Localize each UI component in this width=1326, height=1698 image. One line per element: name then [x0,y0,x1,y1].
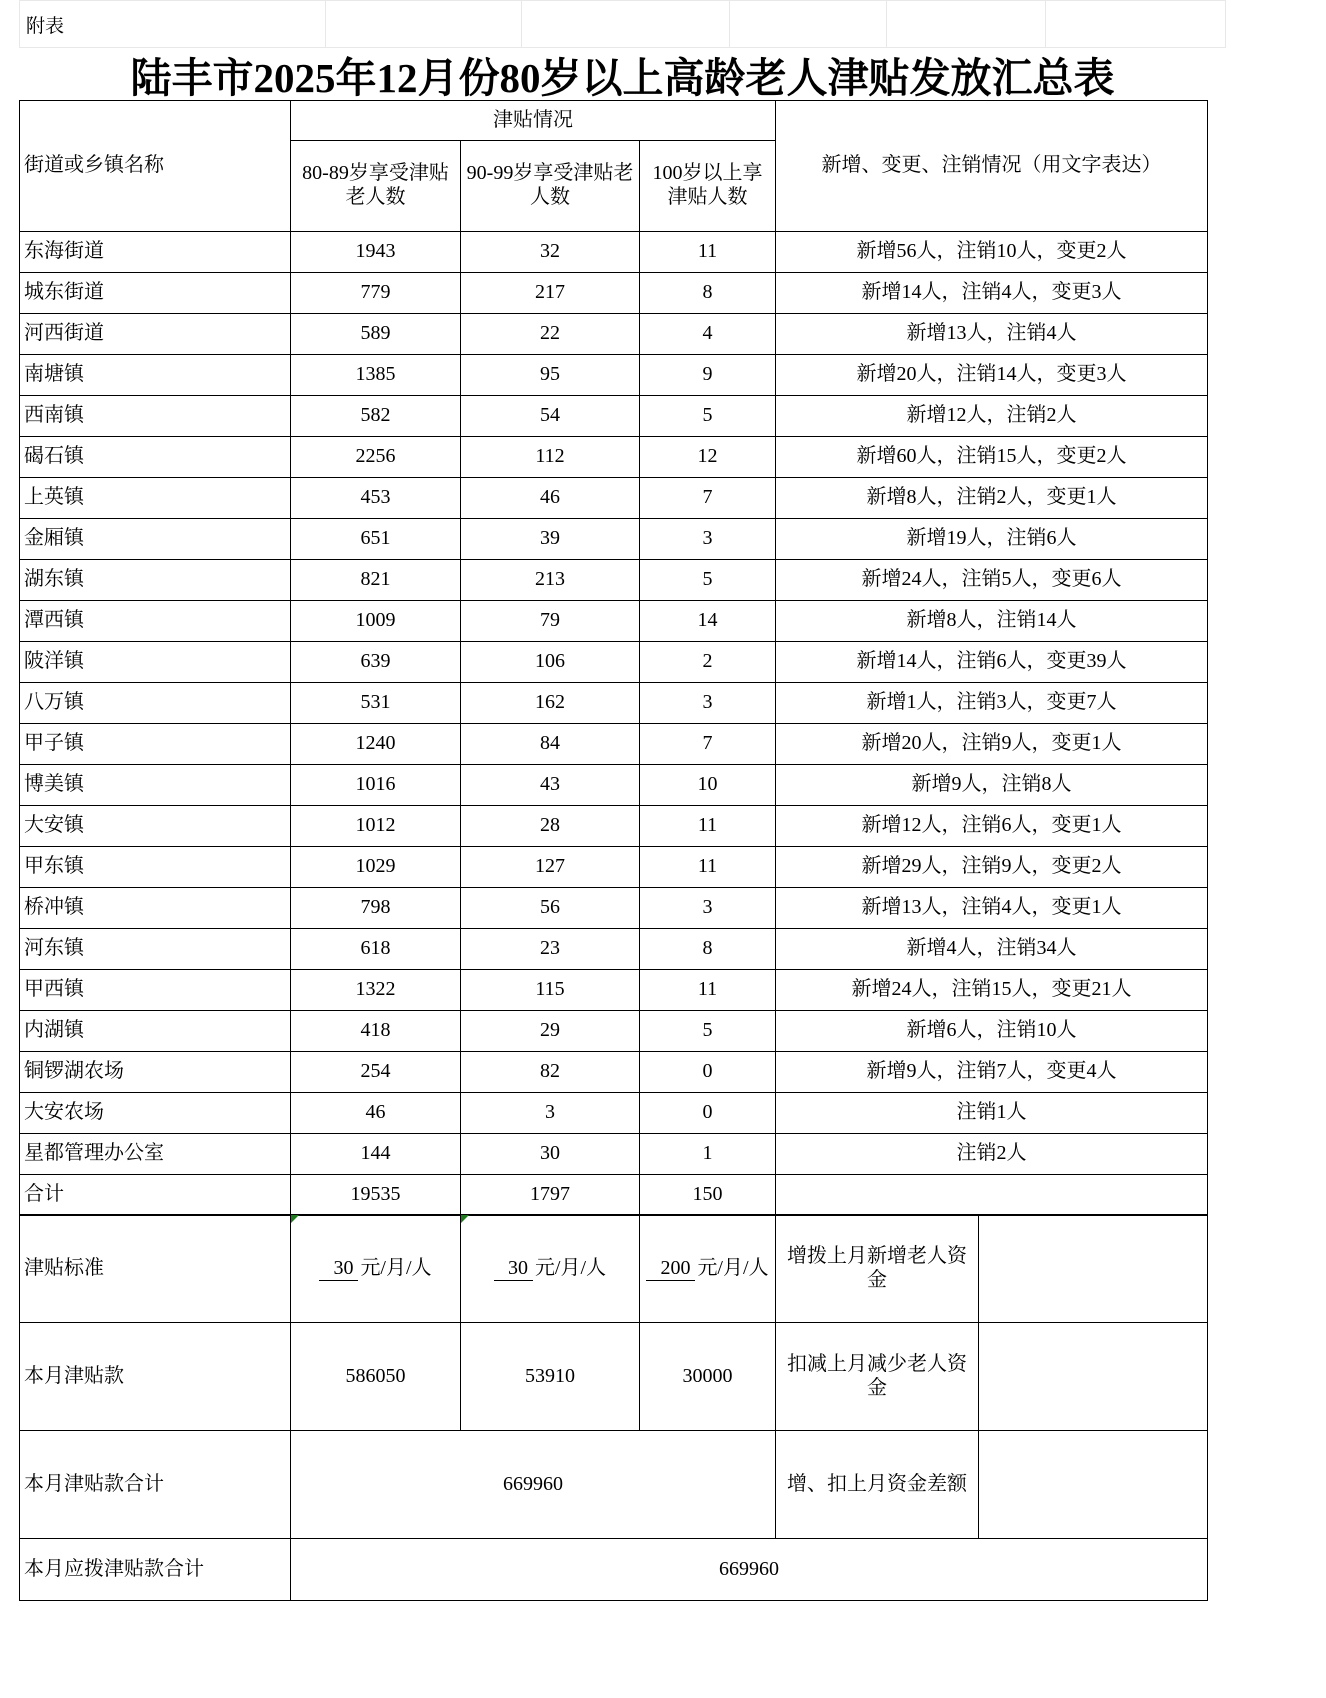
row-count-90-99: 112 [461,437,640,478]
row-count-90-99: 32 [461,232,640,273]
row-grand-total [20,1539,1208,1601]
row-count-80-89: 1385 [291,355,461,396]
row-region-name: 潭西镇 [20,601,291,642]
row-region-name: 陂洋镇 [20,642,291,683]
row-count-100plus: 3 [640,888,776,929]
row-count-90-99: 162 [461,683,640,724]
row-region-name: 桥冲镇 [20,888,291,929]
row-region-name: 甲东镇 [20,847,291,888]
table-row [20,724,1208,765]
row-count-100plus: 11 [640,847,776,888]
row-count-100plus: 7 [640,724,776,765]
row-count-90-99: 95 [461,355,640,396]
table-row [20,1052,1208,1093]
row-region-name: 城东街道 [20,273,291,314]
row-count-80-89: 1322 [291,970,461,1011]
row-count-80-89: 1009 [291,601,461,642]
strip-cell-5 [887,1,1046,48]
row-note: 新增14人，注销6人，变更39人 [776,642,1208,683]
table-row [20,847,1208,888]
header-notes: 新增、变更、注销情况（用文字表达） [776,101,1208,232]
side-value-difference [979,1431,1208,1539]
table-row [20,314,1208,355]
table-row [20,478,1208,519]
table-row [20,232,1208,273]
subsidy-standard-90-99 [461,1215,640,1323]
side-label-deduct-last-month: 扣减上月减少老人资金 [776,1323,979,1431]
total-label: 合计 [20,1175,291,1216]
table-row [20,1093,1208,1134]
row-note: 新增8人，注销2人，变更1人 [776,478,1208,519]
row-count-90-99: 23 [461,929,640,970]
row-count-100plus: 3 [640,519,776,560]
row-count-100plus: 0 [640,1093,776,1134]
row-note: 新增13人，注销4人，变更1人 [776,888,1208,929]
month-payment-80-89: 586050 [291,1323,461,1431]
row-count-100plus: 11 [640,806,776,847]
row-note: 新增24人，注销15人，变更21人 [776,970,1208,1011]
row-count-80-89: 618 [291,929,461,970]
row-count-100plus: 0 [640,1052,776,1093]
row-note: 注销1人 [776,1093,1208,1134]
table-header-row-1 [20,101,1208,141]
row-count-100plus: 7 [640,478,776,519]
row-note: 新增14人，注销4人，变更3人 [776,273,1208,314]
strip-row [20,1,1226,48]
side-value-add-last-month [979,1215,1208,1323]
table-row [20,355,1208,396]
row-region-name: 南塘镇 [20,355,291,396]
row-note: 新增20人，注销14人，变更3人 [776,355,1208,396]
table-row [20,806,1208,847]
row-region-name: 金厢镇 [20,519,291,560]
row-count-80-89: 46 [291,1093,461,1134]
row-region-name: 博美镇 [20,765,291,806]
table-row [20,560,1208,601]
attachment-label-strip [19,0,1226,48]
row-count-80-89: 1016 [291,765,461,806]
table-row [20,970,1208,1011]
table-row [20,273,1208,314]
table-row [20,929,1208,970]
title-band [19,48,1226,100]
standard-amount-80-89: 30 [319,1257,358,1282]
header-region-name: 街道或乡镇名称 [20,101,291,232]
total-90-99: 1797 [461,1175,640,1216]
row-count-100plus: 4 [640,314,776,355]
row-note: 新增60人，注销15人，变更2人 [776,437,1208,478]
month-total-value: 669960 [291,1431,776,1539]
row-count-90-99: 29 [461,1011,640,1052]
strip-cell-3 [522,1,730,48]
row-region-name: 河西街道 [20,314,291,355]
row-count-90-99: 84 [461,724,640,765]
row-count-100plus: 5 [640,1011,776,1052]
page-title: 陆丰市2025年12月份80岁以上高龄老人津贴发放汇总表 [130,54,1115,101]
row-region-name: 东海街道 [20,232,291,273]
row-count-80-89: 1012 [291,806,461,847]
table-row [20,519,1208,560]
row-region-name: 铜锣湖农场 [20,1052,291,1093]
row-count-100plus: 8 [640,929,776,970]
row-count-90-99: 43 [461,765,640,806]
row-count-100plus: 5 [640,560,776,601]
row-count-80-89: 779 [291,273,461,314]
subsidy-standard-100plus [640,1215,776,1323]
row-region-name: 内湖镇 [20,1011,291,1052]
strip-cell-6 [1046,1,1226,48]
total-80-89: 19535 [291,1175,461,1216]
subsidy-standard-label: 津贴标准 [20,1215,291,1323]
row-region-name: 上英镇 [20,478,291,519]
row-region-name: 大安农场 [20,1093,291,1134]
table-row [20,396,1208,437]
row-count-80-89: 418 [291,1011,461,1052]
row-note: 新增20人，注销9人，变更1人 [776,724,1208,765]
table-row [20,683,1208,724]
table-row [20,437,1208,478]
row-count-90-99: 39 [461,519,640,560]
total-100plus: 150 [640,1175,776,1216]
standard-amount-90-99: 30 [494,1257,533,1282]
subsidy-standard-80-89 [291,1215,461,1323]
row-count-80-89: 144 [291,1134,461,1175]
standard-unit-100plus: 元/月/人 [697,1256,769,1279]
row-region-name: 河东镇 [20,929,291,970]
subsidy-summary-table [19,100,1208,1216]
row-note: 新增29人，注销9人，变更2人 [776,847,1208,888]
row-count-90-99: 213 [461,560,640,601]
table-row [20,642,1208,683]
row-count-100plus: 10 [640,765,776,806]
attachment-label-cell: 附表 [20,1,326,48]
row-count-90-99: 79 [461,601,640,642]
row-region-name: 碣石镇 [20,437,291,478]
row-note: 新增56人，注销10人，变更2人 [776,232,1208,273]
row-count-100plus: 8 [640,273,776,314]
row-count-100plus: 14 [640,601,776,642]
row-count-80-89: 1029 [291,847,461,888]
header-group-subsidy: 津贴情况 [291,101,776,141]
row-note: 新增19人，注销6人 [776,519,1208,560]
row-region-name: 大安镇 [20,806,291,847]
row-note: 新增9人，注销7人，变更4人 [776,1052,1208,1093]
total-note [776,1175,1208,1216]
row-note: 新增6人，注销10人 [776,1011,1208,1052]
strip-cell-4 [730,1,887,48]
row-note: 新增12人，注销2人 [776,396,1208,437]
row-count-80-89: 531 [291,683,461,724]
row-count-90-99: 106 [461,642,640,683]
row-count-80-89: 582 [291,396,461,437]
standard-unit-90-99: 元/月/人 [534,1256,607,1279]
subsidy-standard-table [19,1214,1208,1601]
table-body [20,232,1208,1175]
month-payment-label: 本月津贴款 [20,1323,291,1431]
header-col-90-99: 90-99岁享受津贴老人数 [461,141,640,232]
table-row [20,888,1208,929]
row-month-payment [20,1323,1208,1431]
row-subsidy-standard [20,1215,1208,1323]
grand-total-value: 669960 [291,1539,1208,1601]
standard-amount-100plus: 200 [646,1257,695,1282]
strip-cell-2 [326,1,522,48]
row-count-90-99: 82 [461,1052,640,1093]
row-note: 注销2人 [776,1134,1208,1175]
header-col-100plus: 100岁以上享津贴人数 [640,141,776,232]
row-region-name: 西南镇 [20,396,291,437]
row-region-name: 湖东镇 [20,560,291,601]
side-value-deduct-last-month [979,1323,1208,1431]
row-count-90-99: 30 [461,1134,640,1175]
table-row [20,1134,1208,1175]
row-region-name: 甲子镇 [20,724,291,765]
row-note: 新增8人，注销14人 [776,601,1208,642]
row-count-80-89: 453 [291,478,461,519]
row-count-100plus: 5 [640,396,776,437]
month-payment-90-99: 53910 [461,1323,640,1431]
row-note: 新增1人，注销3人，变更7人 [776,683,1208,724]
row-count-100plus: 12 [640,437,776,478]
row-note: 新增24人，注销5人，变更6人 [776,560,1208,601]
row-count-90-99: 28 [461,806,640,847]
grand-total-label: 本月应拨津贴款合计 [20,1539,291,1601]
row-count-100plus: 2 [640,642,776,683]
standard-unit-80-89: 元/月/人 [360,1256,432,1279]
row-month-total [20,1431,1208,1539]
row-count-80-89: 821 [291,560,461,601]
row-count-100plus: 9 [640,355,776,396]
row-region-name: 星都管理办公室 [20,1134,291,1175]
row-count-80-89: 1943 [291,232,461,273]
row-region-name: 甲西镇 [20,970,291,1011]
month-total-label: 本月津贴款合计 [20,1431,291,1539]
row-note: 新增4人，注销34人 [776,929,1208,970]
row-count-80-89: 639 [291,642,461,683]
row-count-100plus: 3 [640,683,776,724]
row-count-80-89: 798 [291,888,461,929]
row-count-100plus: 11 [640,232,776,273]
row-note: 新增9人，注销8人 [776,765,1208,806]
row-note: 新增13人，注销4人 [776,314,1208,355]
row-count-90-99: 22 [461,314,640,355]
row-count-90-99: 54 [461,396,640,437]
row-count-90-99: 127 [461,847,640,888]
row-count-80-89: 651 [291,519,461,560]
row-count-80-89: 589 [291,314,461,355]
table-row [20,601,1208,642]
side-label-difference: 增、扣上月资金差额 [776,1431,979,1539]
row-note: 新增12人，注销6人，变更1人 [776,806,1208,847]
row-count-80-89: 2256 [291,437,461,478]
row-count-90-99: 46 [461,478,640,519]
row-count-90-99: 56 [461,888,640,929]
row-count-90-99: 217 [461,273,640,314]
row-count-80-89: 1240 [291,724,461,765]
row-count-90-99: 3 [461,1093,640,1134]
side-label-add-last-month: 增拨上月新增老人资金 [776,1215,979,1323]
table-row [20,1011,1208,1052]
row-count-80-89: 254 [291,1052,461,1093]
row-region-name: 八万镇 [20,683,291,724]
header-col-80-89: 80-89岁享受津贴老人数 [291,141,461,232]
table-row [20,765,1208,806]
row-count-90-99: 115 [461,970,640,1011]
month-payment-100plus: 30000 [640,1323,776,1431]
row-count-100plus: 1 [640,1134,776,1175]
table-row-total [20,1175,1208,1216]
row-count-100plus: 11 [640,970,776,1011]
